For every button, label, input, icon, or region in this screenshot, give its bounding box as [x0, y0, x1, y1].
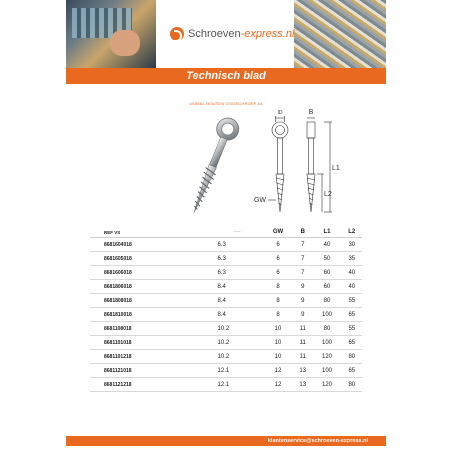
- cell-diameter: 8.4: [212, 280, 263, 294]
- cell-l1: 100: [312, 308, 341, 322]
- cell-l1: 50: [312, 252, 341, 266]
- cell-b: 7: [293, 252, 312, 266]
- cell-gw: 12: [263, 364, 293, 378]
- cell-diameter: 12.1: [212, 364, 263, 378]
- cell-l2: 65: [342, 336, 362, 350]
- cell-l2: 65: [342, 364, 362, 378]
- cell-diameter: 6.3: [212, 252, 263, 266]
- table-row: [90, 378, 362, 392]
- brand-logo: [170, 26, 294, 42]
- eye-screw-image: [172, 112, 252, 224]
- datasheet-page: [66, 0, 386, 452]
- cell-b: 11: [293, 336, 312, 350]
- technical-drawing: [254, 106, 354, 224]
- cell-gw: 10: [263, 336, 293, 350]
- cell-l1: 40: [312, 238, 341, 252]
- cell-gw: 12: [263, 378, 293, 392]
- cell-gw: 10: [263, 350, 293, 364]
- brand-name: [188, 28, 294, 40]
- cell-l1: 120: [312, 350, 341, 364]
- cell-gw: 6: [263, 238, 293, 252]
- cell-gw: 6: [263, 266, 293, 280]
- cell-diameter: 8.4: [212, 294, 263, 308]
- cell-b: 11: [293, 322, 312, 336]
- cell-diameter: 10.2: [212, 350, 263, 364]
- cell-gw: 8: [263, 294, 293, 308]
- table-row: [90, 308, 362, 322]
- cell-b: 9: [293, 280, 312, 294]
- cell-ref: 8681604018: [90, 238, 212, 252]
- table-row: [90, 294, 362, 308]
- cell-gw: 6: [263, 252, 293, 266]
- cell-l1: 100: [312, 364, 341, 378]
- cell-l1: 80: [312, 294, 341, 308]
- cell-l1: 60: [312, 266, 341, 280]
- product-title: VS8681-HOUTEN OOGSCHROEF A4: [189, 101, 263, 106]
- screws-photo: [294, 0, 386, 68]
- label-b: B: [308, 109, 314, 116]
- column-header-diameter: ----: [212, 227, 263, 238]
- cell-l2: 65: [342, 308, 362, 322]
- cell-diameter: 8.4: [212, 308, 263, 322]
- cell-ref: 8681101018: [90, 336, 212, 350]
- cell-diameter: 10.2: [212, 336, 263, 350]
- cell-l2: 80: [342, 378, 362, 392]
- table-header-row: [90, 227, 362, 238]
- cell-l1: 100: [312, 336, 341, 350]
- contact-email[interactable]: klantenservice@schroeven-express.nl: [267, 438, 368, 444]
- cell-diameter: 6.3: [212, 266, 263, 280]
- cell-diameter: 12.1: [212, 378, 263, 392]
- cell-b: 7: [293, 266, 312, 280]
- cell-l2: 35: [342, 252, 362, 266]
- label-l1: L1: [332, 165, 340, 172]
- cell-b: 9: [293, 294, 312, 308]
- cell-gw: 10: [263, 322, 293, 336]
- cell-l2: 55: [342, 294, 362, 308]
- column-header-b: B: [293, 227, 312, 238]
- hand-illustration: [110, 30, 140, 56]
- cell-b: 13: [293, 364, 312, 378]
- cell-l1: 80: [312, 322, 341, 336]
- cell-ref: 8681108018: [90, 322, 212, 336]
- cell-b: 13: [293, 378, 312, 392]
- label-l2: L2: [324, 191, 332, 198]
- column-header-l2: L2: [342, 227, 362, 238]
- cell-ref: 8681121018: [90, 364, 212, 378]
- cell-ref: 8681808018: [90, 294, 212, 308]
- cell-ref: 8681121218: [90, 378, 212, 392]
- cell-diameter: 10.2: [212, 322, 263, 336]
- table-row: [90, 266, 362, 280]
- cell-diameter: 6.3: [212, 238, 263, 252]
- spec-table: [90, 227, 362, 392]
- cell-b: 7: [293, 238, 312, 252]
- cell-l2: 40: [342, 266, 362, 280]
- footer-bar: [66, 436, 386, 446]
- cell-l1: 60: [312, 280, 341, 294]
- cell-gw: 8: [263, 308, 293, 322]
- page-title: Technisch blad: [66, 68, 386, 84]
- cell-ref: 8681606018: [90, 266, 212, 280]
- logo-mark-icon: [170, 27, 184, 41]
- cell-l2: 80: [342, 350, 362, 364]
- cell-l2: 55: [342, 322, 362, 336]
- label-id: ID: [277, 110, 283, 116]
- column-header-l1: L1: [312, 227, 341, 238]
- cell-b: 9: [293, 308, 312, 322]
- header-banner: [66, 0, 386, 68]
- table-row: [90, 336, 362, 350]
- cell-ref: 8681810018: [90, 308, 212, 322]
- brand-name-accent: -express.nl: [240, 28, 295, 40]
- table-row: [90, 238, 362, 252]
- cell-ref: 8681101218: [90, 350, 212, 364]
- table-row: [90, 252, 362, 266]
- table-row: [90, 280, 362, 294]
- label-gw: GW: [254, 197, 266, 204]
- cell-ref: 8681605018: [90, 252, 212, 266]
- column-header-ref: REF VS: [90, 227, 212, 238]
- cell-b: 11: [293, 350, 312, 364]
- cell-l1: 120: [312, 378, 341, 392]
- table-row: [90, 322, 362, 336]
- brand-name-main: Schroeven: [188, 28, 241, 40]
- cell-l2: 30: [342, 238, 362, 252]
- table-row: [90, 350, 362, 364]
- table-row: [90, 364, 362, 378]
- cell-l2: 40: [342, 280, 362, 294]
- cell-ref: 8681806018: [90, 280, 212, 294]
- column-header-gw: GW: [263, 227, 293, 238]
- cell-gw: 8: [263, 280, 293, 294]
- workshop-photo: [66, 0, 156, 68]
